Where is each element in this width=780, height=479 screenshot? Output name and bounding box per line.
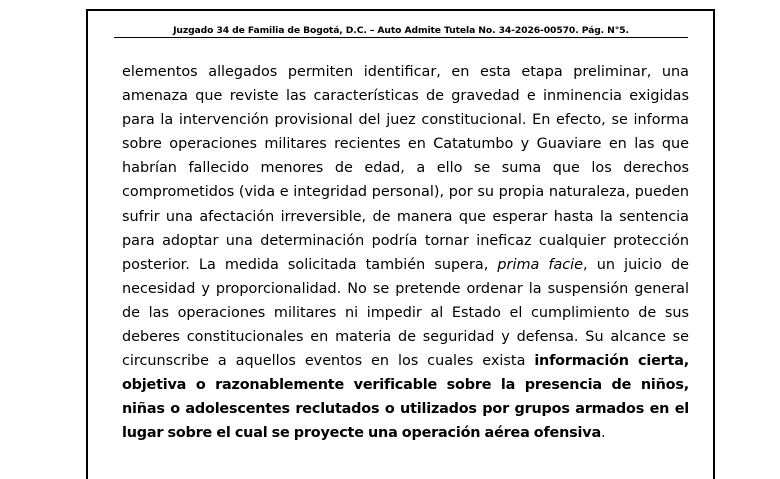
paragraph-text-part2: , un juicio de necesidad y proporcionalidad. No se pretende ordenar la suspensión general de las operaciones militares ni impedir al Estado el cumplimiento de sus deberes constitucionales en materia de seguridad y defensa. Su alcance se circunscribe a aquellos eventos en los cuales exista: [122, 256, 690, 370]
paragraph-italic-term: prima facie: [497, 256, 584, 273]
header-rule: [114, 37, 688, 38]
body-paragraph: [122, 60, 689, 446]
page-header: Juzgado 34 de Familia de Bogotá, D.C. – Auto Admite Tutela No. 34-2026-00570. Pág. N°5.: [173, 25, 629, 36]
paragraph-bold-text: información cierta, objetiva o razonablemente verificable sobre la presencia de niños, niñas o adolescentes reclutados o utilizados por grupos armados en el lugar sobre el cual se proyecte una operación aérea ofensiva: [122, 353, 689, 442]
paragraph-end: .: [600, 425, 606, 442]
paragraph-text-part1: elementos allegados permiten identificar, en esta etapa preliminar, una amenaza que reviste las características de gravedad e inminencia exigidas para la intervención provisional del juez constitucional. En efecto, se informa sobre operaciones militares recientes en Catatumbo y Guaviare en las que habrían fallecido menores de edad, a ello se suma que los derechos comprometidos (vida e integridad personal), por su propia naturaleza, pueden sufrir una afectación irreversible, de manera que esperar hasta la sentencia para adoptar una determinación podría tornar ineficaz cualquier protección posterior. La medida solicitada también supera,: [122, 64, 689, 273]
